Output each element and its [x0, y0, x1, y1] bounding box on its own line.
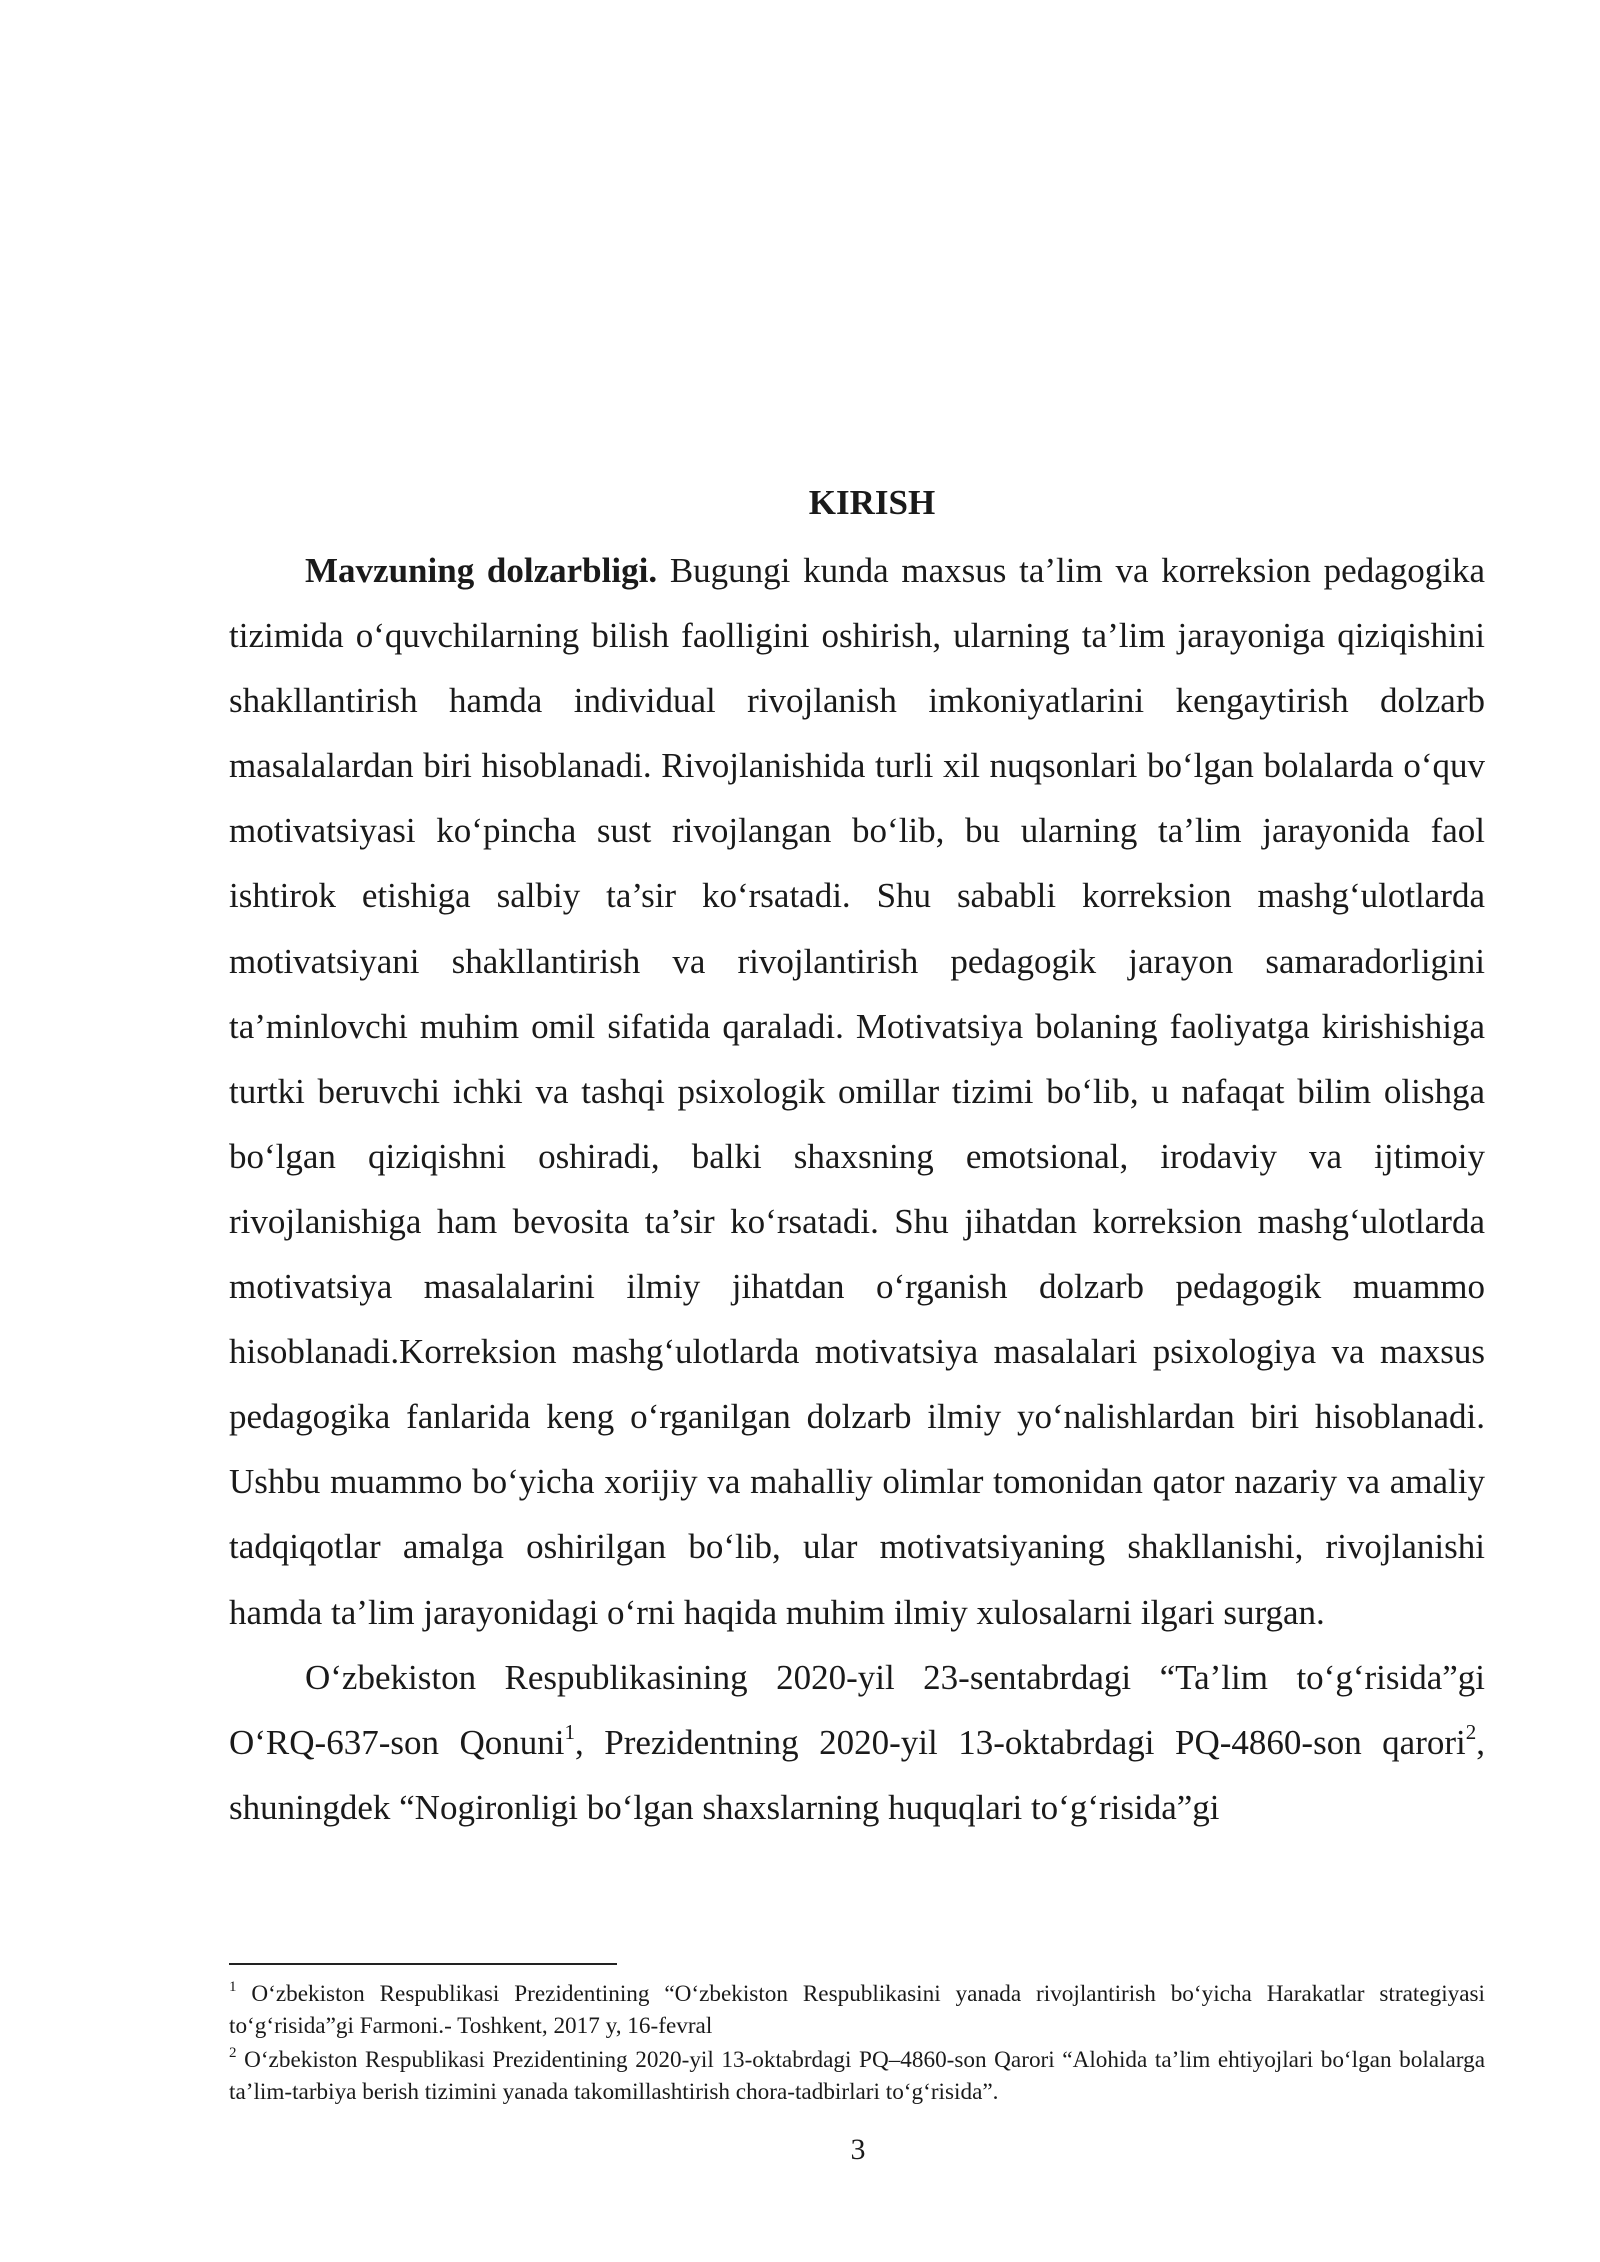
- page-body: [229, 472, 1485, 1840]
- paragraph-text: , Prezidentning 2020-yil 13-oktabrdagi PQ-4860-son qarori: [574, 1722, 1466, 1762]
- page-number: 3: [850, 2133, 866, 2166]
- footnote-2: [229, 2044, 1485, 2108]
- paragraph-text: O‘zbekiston Respublikasining 2020-yil 23-sentabrdagi “Ta’lim to‘g‘risida”gi O‘RQ-637-son Qonuni: [229, 1657, 1485, 1762]
- paragraph-text: Bugungi kunda maxsus ta’lim va korreksion pedagogika tizimida o‘quvchilarning bilish faolligini oshirish, ularning ta’lim jarayoniga qiziqishini shakllantirish hamda individual rivojlanish imkoniyatlarini kengaytirish dolzarb masalalardan biri hisoblanadi. Rivojlanishida turli xil nuqsonlari bo‘lgan bolalarda o‘quv motivatsiyasi ko‘pincha sust rivojlangan bo‘lib, bu ularning ta’lim jarayonida faol ishtirok etishiga salbiy ta’sir ko‘rsatadi. Shu sababli korreksion mashg‘ulotlarda motivatsiyani shakllantirish va rivojlantirish pedagogik jarayon samaradorligini ta’minlovchi muhim omil sifatida qaraladi. Motivatsiya bolaning faoliyatga kirishishiga turtki beruvchi ichki va tashqi psixologik omillar tizimi bo‘lib, u nafaqat bilim olishga bo‘lgan qiziqishni oshiradi, balki shaxsning emotsional, irodaviy va ijtimoiy rivojlanishiga ham bevosita ta’sir ko‘rsatadi. Shu jihatdan korreksion mashg‘ulotlarda motivatsiya masalalarini ilmiy jihatdan o‘rganish dolzarb pedagogik muammo hisoblanadi.Korreksion mashg‘ulotlarda motivatsiya masalalari psixologiya va maxsus pedagogika fanlarida keng o‘rganilgan dolzarb ilmiy yo‘nalishlardan biri hisoblanadi. Ushbu muammo bo‘yicha xorijiy va mahalliy olimlar tomonidan qator nazariy va amaliy tadqiqotlar amalga oshirilgan bo‘lib, ular motivatsiyaning shakllanishi, rivojlanishi hamda ta’lim jarayonidagi o‘rni haqida muhim ilmiy xulosalarni ilgari surgan.: [229, 551, 1485, 1632]
- footnote-marker: 2: [229, 2045, 237, 2061]
- footnote-separator: [229, 1963, 617, 1965]
- footnote-text: O‘zbekiston Respublikasi Prezidentining 2020-yil 13-oktabrdagi PQ–4860-son Qarori “Alohida ta’lim ehtiyojlari bo‘lgan bolalarga ta’lim-tarbiya berish tizimini yanada takomillashtirish chora-tadbirlari to‘g‘risida”.: [229, 2047, 1485, 2105]
- paragraph-lead: Mavzuning dolzarbligi.: [305, 551, 658, 590]
- footnote-reference-2[interactable]: 2: [1465, 1719, 1477, 1744]
- footnote-1: [229, 1978, 1485, 2042]
- footnote-text: O‘zbekiston Respublikasi Prezidentining “O‘zbekiston Respublikasini yanada rivojlantirish bo‘yicha Harakatlar strategiyasi to‘g‘risida”gi Farmoni.- Toshkent, 2017 y, 16-fevral: [229, 1981, 1485, 2039]
- footnote-reference-1[interactable]: 1: [564, 1719, 575, 1744]
- paragraph-relevance: [229, 538, 1485, 1645]
- footnotes: [229, 1978, 1485, 2110]
- paragraph-text: , shuningdek “Nogironligi bo‘lgan shaxslarning huquqlari to‘g‘risida”gi: [229, 1722, 1486, 1827]
- footnote-marker: 1: [229, 1979, 237, 1995]
- section-title: KIRISH: [808, 483, 936, 522]
- paragraph-legislation: [229, 1645, 1485, 1840]
